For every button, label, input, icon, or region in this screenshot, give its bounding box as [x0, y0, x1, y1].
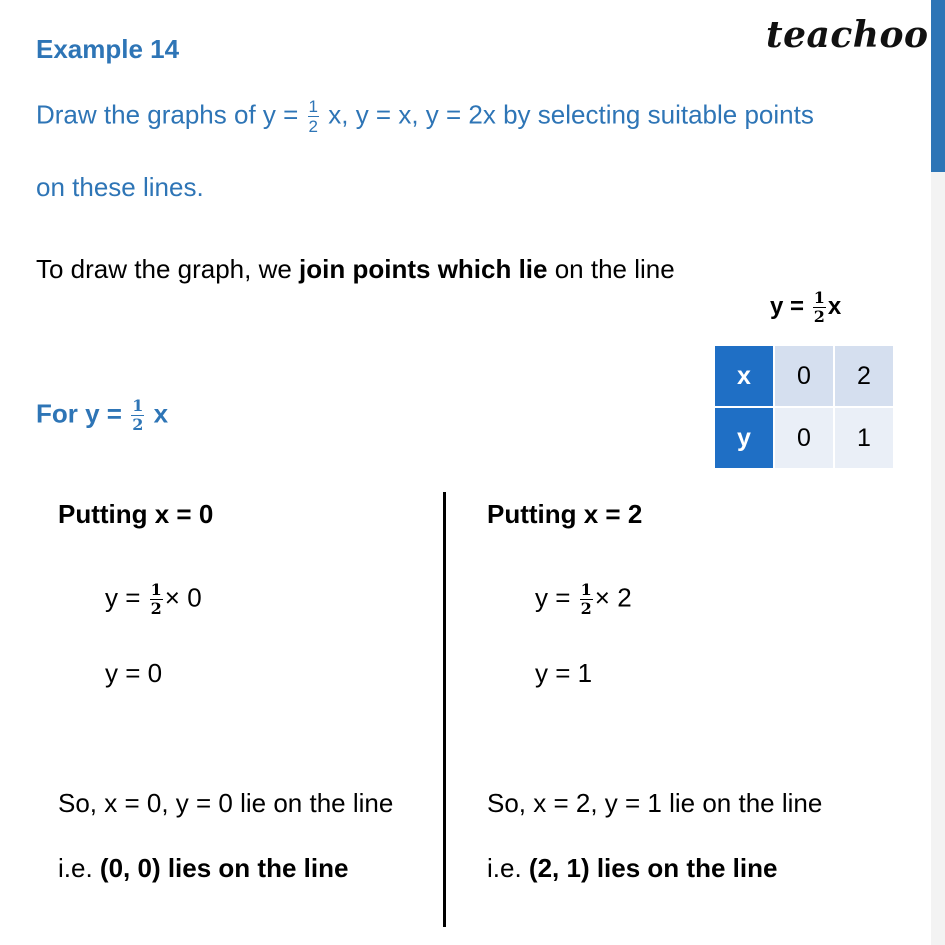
question-fraction	[308, 98, 319, 135]
right-eq1-post: × 2	[594, 582, 632, 613]
table-row-x	[715, 346, 893, 406]
question-line-1	[36, 98, 814, 135]
left-equation-2: y = 0	[105, 658, 163, 688]
scrollbar-thumb[interactable]	[931, 0, 945, 172]
right-equation-2: y = 1	[535, 658, 593, 688]
intro-pre: To draw the graph, we	[36, 254, 300, 284]
right-concl2-bold: (2, 1) lies on the line	[528, 853, 778, 883]
section-frac-den: 2	[132, 415, 144, 434]
right-conclusion-1: So, x = 2, y = 1 lie on the line	[487, 788, 823, 818]
right-eq1-num: 1	[580, 580, 592, 599]
intro-bold: join points which lie	[299, 254, 548, 284]
question-line-2: on these lines.	[36, 172, 204, 202]
vertical-scrollbar[interactable]	[931, 0, 945, 945]
left-concl2-pre: i.e.	[58, 853, 100, 883]
right-eq1-den: 2	[580, 599, 592, 618]
question-frac-num: 1	[308, 97, 319, 116]
column-divider	[443, 492, 446, 927]
values-table	[713, 344, 895, 470]
right-conclusion-2	[487, 853, 777, 884]
section-fraction	[131, 398, 144, 433]
teachoo-logo: teachoo	[766, 14, 929, 56]
left-eq1-post: × 0	[164, 582, 202, 613]
right-eq1-fraction	[580, 582, 593, 617]
table-title-den: 2	[813, 307, 825, 326]
intro-text	[36, 254, 675, 285]
right-concl2-pre: i.e.	[487, 853, 529, 883]
left-eq1-fraction	[150, 582, 163, 617]
table-row-y	[715, 408, 893, 468]
table-title-post: x	[827, 292, 842, 320]
section-post: x	[153, 398, 169, 429]
left-equation-1	[105, 582, 202, 617]
intro-post: on the line	[547, 254, 675, 284]
table-title	[770, 290, 841, 325]
question-prefix: Draw the graphs of y =	[36, 99, 299, 130]
table-cell-x-2: 2	[835, 346, 893, 406]
left-conclusion-1: So, x = 0, y = 0 lie on the line	[58, 788, 394, 818]
section-heading	[36, 398, 168, 433]
right-eq1-pre: y =	[535, 582, 571, 613]
example-title: Example 14	[36, 34, 180, 64]
table-cell-y-1: 0	[775, 408, 833, 468]
left-eq1-den: 2	[150, 599, 162, 618]
table-title-fraction	[813, 290, 826, 325]
left-conclusion-2	[58, 853, 348, 884]
left-eq1-num: 1	[150, 580, 162, 599]
table-title-num: 1	[813, 288, 825, 307]
left-concl2-bold: (0, 0) lies on the line	[99, 853, 349, 883]
right-heading: Putting x = 2	[487, 499, 643, 529]
table-header-x: x	[715, 346, 773, 406]
section-frac-num: 1	[132, 396, 144, 415]
table-title-pre: y =	[770, 292, 805, 320]
question-frac-den: 2	[308, 117, 319, 136]
table-header-y: y	[715, 408, 773, 468]
table-cell-x-1: 0	[775, 346, 833, 406]
table-cell-y-2: 1	[835, 408, 893, 468]
left-heading: Putting x = 0	[58, 499, 214, 529]
question-suffix: x, y = x, y = 2x by selecting suitable points	[328, 99, 814, 130]
section-pre: For y =	[36, 398, 122, 429]
left-eq1-pre: y =	[105, 582, 141, 613]
right-equation-1	[535, 582, 632, 617]
